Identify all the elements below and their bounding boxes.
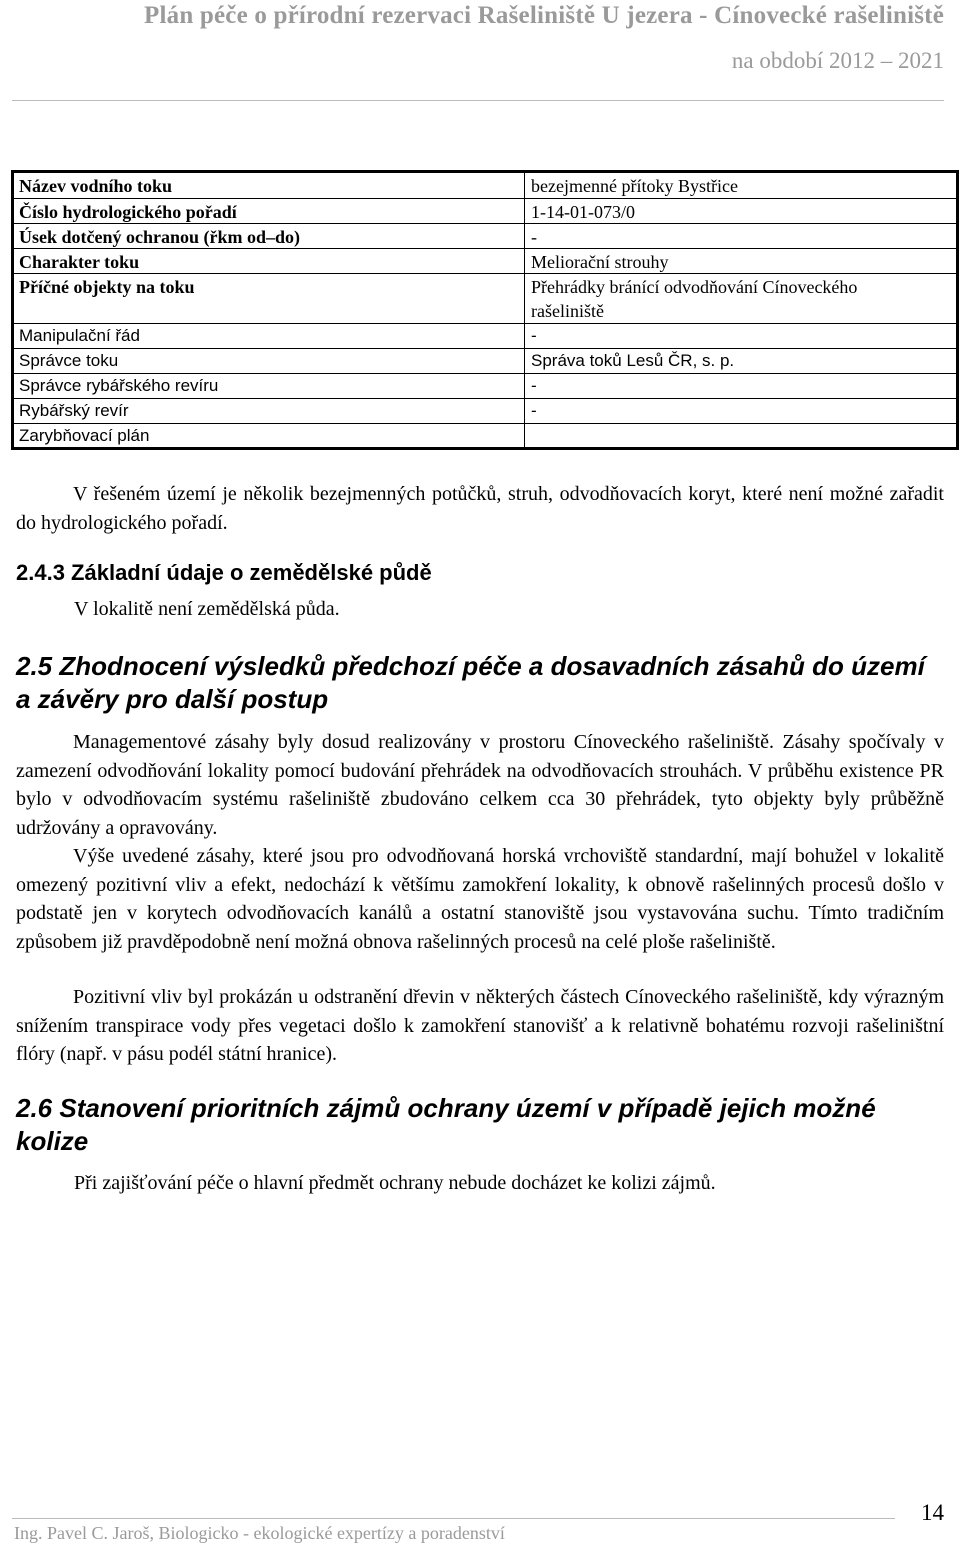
paragraph-text: Výše uvedené zásahy, které jsou pro odvodňovaná horská vrchoviště standardní, mají bohužel v lokalitě omezený pozitivní vliv a efekt, nedochází k většímu zamokření lokality, k obnově rašelinných procesů došlo v podstatě jen v korytech odvodňovacích kanálů a ostatní stanoviště jsou vystavována suchu. Tímto tradičním způsobem již pravděpodobně není možná obnova rašelinných procesů na celé ploše rašeliniště. (16, 845, 944, 953)
table-row (14, 348, 956, 374)
section-2-5-paragraph (16, 842, 944, 956)
footer-divider (12, 1518, 895, 1519)
section-2-6-text: Při zajišťování péče o hlavní předmět ochrany nebude docházet ke kolizi zájmů. (74, 1172, 716, 1194)
paragraph-text: Managementové zásahy byly dosud realizovány v prostoru Cínoveckého rašeliniště. Zásahy spočívaly v zamezení odvodňování lokality pomocí budování přehrádek na odvodňovacích strouhách. V průběhu existence PR bylo v odvodňovacím systému rašeliniště zbudováno celkem cca 30 přehrádek, tyto objekty byly průběžně udržovány a opravovány. (16, 731, 944, 839)
row-label: Zarybňovací plán (19, 426, 150, 445)
row-value: - (531, 376, 537, 395)
row-label: Správce toku (19, 351, 119, 370)
section-2-5-paragraph (16, 728, 944, 842)
row-label: Název vodního toku (19, 176, 173, 196)
section-heading-2-5: 2.5 Zhodnocení výsledků předchozí péče a dosavadních zásahů do území a závěry pro další postup (16, 651, 925, 714)
row-value: - (531, 227, 537, 247)
row-value: Správa toků Lesů ČR, s. p. (531, 351, 735, 370)
row-value: - (531, 326, 537, 345)
row-label: Číslo hydrologického pořadí (19, 202, 237, 222)
section-heading-2-6: 2.6 Stanovení prioritních zájmů ochrany území v případě jejich možné kolize (16, 1093, 876, 1156)
watercourse-info-table (11, 170, 959, 450)
row-value: Přehrádky bránící odvodňování Cínoveckého (531, 277, 858, 297)
row-value: Meliorační strouhy (531, 252, 669, 272)
table-row (14, 398, 956, 424)
section-heading-2-4-3: 2.4.3 Základní údaje o zemědělské půdě (16, 560, 432, 585)
table-row (14, 273, 956, 324)
table-row (14, 223, 956, 249)
table-row (14, 248, 956, 274)
table-row (14, 373, 956, 399)
table-row (14, 173, 956, 198)
intro-paragraph-text: V řešeném území je několik bezejmenných potůčků, struh, odvodňovacích koryt, které není možné zařadit do hydrologického pořadí. (16, 483, 944, 534)
paragraph-text: Pozitivní vliv byl prokázán u odstranění dřevin v některých částech Cínoveckého rašeliniště, kdy výrazným snížením transpirace vody přes vegetaci došlo k zamokření stanovišť a k relativně bohatému rozvoji rašeliništní flóry (např. v pásu podél státní hranice). (16, 986, 944, 1066)
table-row (14, 198, 956, 224)
row-label: Manipulační řád (19, 326, 140, 345)
row-label: Charakter toku (19, 252, 140, 272)
section-2-4-3-text: V lokalitě není zemědělská půda. (74, 598, 340, 620)
row-label: Správce rybářského revíru (19, 376, 219, 395)
document-header-title: Plán péče o přírodní rezervaci Rašeliniště U jezera - Cínovecké rašeliniště (144, 2, 944, 29)
footer-author: Ing. Pavel C. Jaroš, Biologicko - ekologické expertízy a poradenství (14, 1523, 505, 1543)
row-value: 1-14-01-073/0 (531, 202, 635, 222)
row-value-continued: rašeliniště (531, 301, 604, 321)
header-divider (12, 100, 944, 101)
document-header-period: na období 2012 – 2021 (731, 48, 944, 73)
page-number: 14 (921, 1500, 944, 1525)
row-label: Příčné objekty na toku (19, 277, 195, 297)
table-row (14, 423, 956, 448)
row-value: - (531, 401, 537, 420)
row-value: bezejmenné přítoky Bystřice (531, 176, 738, 196)
table-row (14, 323, 956, 349)
row-label: Rybářský revír (19, 401, 129, 420)
section-2-5-paragraph (16, 983, 944, 1069)
row-label: Úsek dotčený ochranou (řkm od–do) (19, 227, 301, 247)
intro-paragraph (16, 480, 944, 537)
